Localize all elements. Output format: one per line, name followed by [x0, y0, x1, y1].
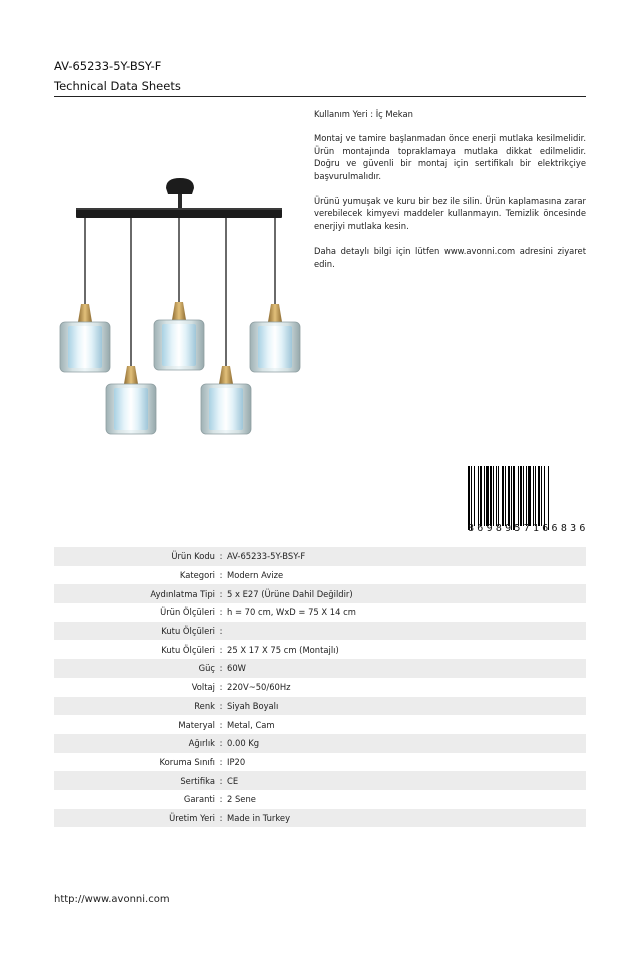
spec-value: 0.00 Kg	[227, 738, 260, 749]
spec-row-color: Renk : Siyah Boyalı	[54, 697, 586, 716]
barcode-bar	[498, 466, 499, 526]
spec-value: 2 Sene	[227, 794, 256, 805]
barcode-bar	[484, 466, 485, 526]
barcode-digit: 6	[551, 523, 559, 534]
barcode-digit: 5	[514, 523, 522, 534]
spec-label: Kutu Ölçüleri	[161, 626, 215, 637]
website-link[interactable]: www.avonni.com	[443, 246, 516, 257]
pendant-lamp	[60, 218, 110, 372]
spec-label: Ürün Kodu	[171, 551, 215, 562]
barcode-bar	[502, 466, 504, 526]
spec-table	[54, 547, 586, 827]
spec-row-voltage: Voltaj : 220V~50/60Hz	[54, 678, 586, 697]
spec-label: Kategori	[179, 570, 215, 581]
pendant-lamp	[154, 218, 204, 370]
spec-label: Üretim Yeri	[169, 812, 215, 823]
spec-row-box-dimensions: Kutu Ölçüleri : 25 X 17 X 75 cm (Montajlı)	[54, 640, 586, 659]
spec-row-lighting-type: Aydınlatma Tipi : 5 x E27 (Ürüne Dahil Değildir)	[54, 584, 586, 603]
ceiling-canopy	[166, 178, 194, 194]
barcode-bar	[523, 466, 524, 526]
barcode-digit: 7	[523, 523, 531, 534]
spec-value: Modern Avize	[227, 570, 284, 581]
spec-label: Garanti	[183, 794, 215, 805]
barcode-digit: 8	[560, 523, 568, 534]
spec-value: 60W	[227, 663, 246, 674]
barcode-bar	[480, 466, 482, 526]
spec-value: 220V~50/60Hz	[227, 682, 291, 693]
barcode-bar	[544, 466, 545, 530]
barcode-digit: 8	[468, 523, 475, 534]
spec-label: Renk	[194, 700, 215, 711]
pendant-lamp	[106, 218, 156, 434]
spec-value: Siyah Boyalı	[227, 700, 279, 711]
barcode-bar	[541, 466, 542, 526]
barcode-bar	[511, 466, 512, 530]
spec-row-warranty: Garanti : 2 Sene	[54, 790, 586, 809]
barcode-bar	[478, 466, 479, 526]
spec-row-weight: Ağırlık : 0.00 Kg	[54, 734, 586, 753]
header-divider	[54, 96, 586, 97]
spec-label: Koruma Sınıfı	[159, 756, 215, 767]
barcode-bar	[538, 466, 540, 526]
usage-location: Kullanım Yeri : İç Mekan	[314, 109, 413, 119]
barcode-bar	[493, 466, 494, 526]
spec-row-power: Güç : 60W	[54, 659, 586, 678]
spec-row-product-code: Ürün Kodu : AV-65233-5Y-BSY-F	[54, 547, 586, 566]
barcode-digit: 8	[495, 523, 503, 534]
spec-label: Voltaj	[191, 682, 215, 693]
barcode-digit: 6	[579, 523, 586, 534]
spec-label: Güç	[198, 663, 215, 674]
barcode-digit: 6	[477, 523, 484, 534]
safety-paragraph: Montaj ve tamire başlanmadan önce enerji mutlaka kesilmelidir. Ürün montajında topraklamaya mutlaka dikkat edilmelidir. Doğru ve güvenli bir montaj için sertifikalı bir elektrikçiye başvurulmalıdır.	[314, 133, 586, 181]
spec-value: CE	[227, 775, 239, 786]
barcode-bar	[518, 466, 519, 526]
spec-value: IP20	[227, 756, 246, 767]
barcode-number	[468, 523, 586, 534]
pendant-lamp	[250, 218, 300, 372]
barcode-bar	[486, 466, 489, 526]
spec-row-category: Kategori : Modern Avize	[54, 566, 586, 585]
spec-row-origin: Üretim Yeri : Made in Turkey	[54, 809, 586, 828]
barcode-bar	[513, 466, 515, 530]
barcode-bar	[548, 466, 549, 530]
spec-row-certificate: Sertifika : CE	[54, 771, 586, 790]
spec-label: Materyal	[178, 719, 215, 730]
spec-row-material: Materyal : Metal, Cam	[54, 715, 586, 734]
barcode-bar	[505, 466, 506, 526]
barcode-digit: 6	[542, 523, 549, 534]
spec-row-product-dimensions: Ürün Ölçüleri : h = 70 cm, WxD = 75 X 14 cm	[54, 603, 586, 622]
spec-label: Kutu Ölçüleri	[161, 644, 215, 655]
product-code-title: AV-65233-5Y-BSY-F	[54, 59, 162, 73]
product-photo	[54, 108, 310, 506]
spec-label: Aydınlatma Tipi	[150, 588, 215, 599]
spec-row-box-dimensions-empty: Kutu Ölçüleri :	[54, 622, 586, 641]
product-description	[314, 108, 586, 283]
barcode-bar	[528, 466, 531, 526]
document-header	[54, 58, 586, 94]
spec-row-protection-class: Koruma Sınıfı : IP20	[54, 753, 586, 772]
barcode-bar	[490, 466, 492, 526]
barcode-bar	[533, 466, 534, 526]
spec-value: 5 x E27 (Ürüne Dahil Değildir)	[227, 588, 353, 599]
document-subtitle: Technical Data Sheets	[54, 79, 181, 93]
spec-label: Sertifika	[180, 775, 215, 786]
canopy-stem	[178, 194, 182, 208]
pendant-lamp	[201, 218, 251, 434]
spec-value: h = 70 cm, WxD = 75 X 14 cm	[227, 607, 356, 618]
barcode-digit: 3	[570, 523, 577, 534]
spec-value: Metal, Cam	[227, 719, 275, 730]
barcode-digit: 9	[486, 523, 494, 534]
barcode-bar	[474, 466, 475, 526]
chandelier-illustration	[54, 108, 310, 506]
barcode-digit: 1	[532, 523, 540, 534]
barcode-bar	[520, 466, 522, 526]
barcode-bar	[468, 466, 470, 530]
spec-label: Ürün Ölçüleri	[160, 607, 215, 618]
footer-website-link[interactable]: http://www.avonni.com	[54, 894, 170, 905]
more-info-paragraph: Daha detaylı bilgi için lütfen www.avonni.com adresini ziyaret edin.	[314, 246, 586, 269]
barcode-bar	[508, 466, 510, 526]
spec-value: Made in Turkey	[227, 812, 291, 823]
cleaning-paragraph: Ürünü yumuşak ve kuru bir bez ile silin. Ürün kaplamasına zarar verebilecek kimyevi maddeler kullanmayın. Temizlik öncesinde enerjiyi mutlaka kesin.	[314, 196, 586, 231]
barcode-bar	[535, 466, 536, 526]
barcode-bar	[526, 466, 527, 526]
barcode-bar	[496, 466, 497, 526]
spec-value: 25 X 17 X 75 cm (Montajlı)	[227, 644, 339, 655]
barcode-digit: 9	[505, 523, 512, 534]
barcode-bar	[471, 466, 472, 530]
spec-label: Ağırlık	[188, 738, 215, 749]
spec-value: AV-65233-5Y-BSY-F	[227, 551, 306, 562]
